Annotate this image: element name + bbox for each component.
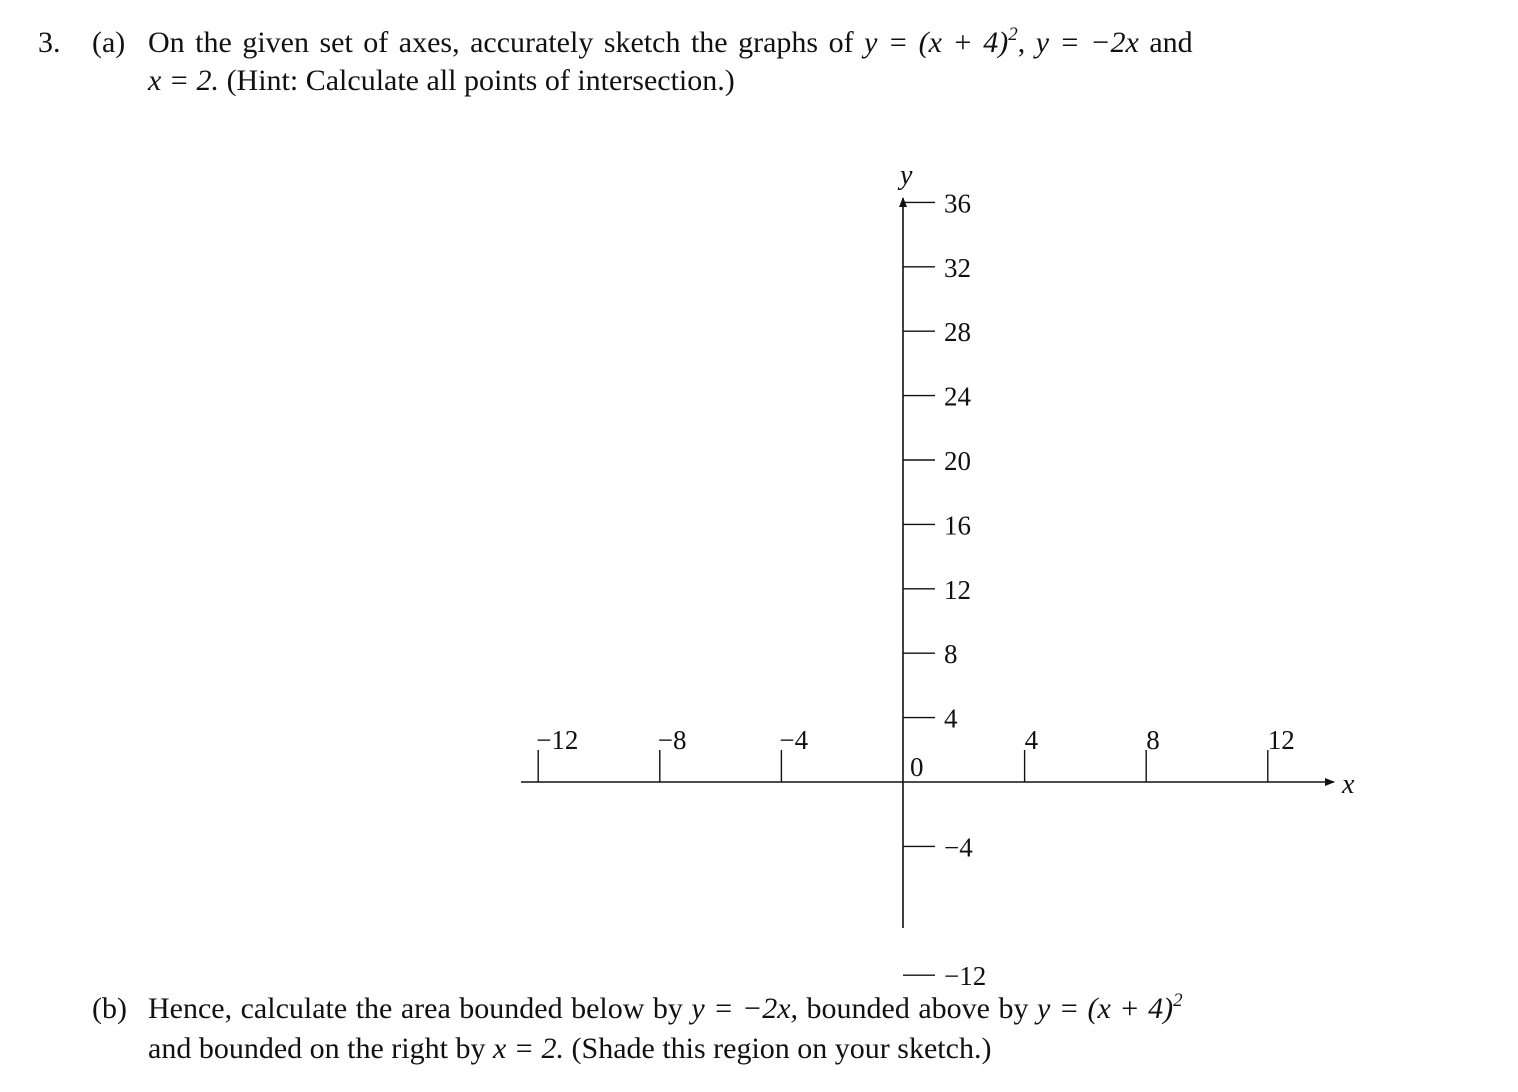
y-tick-label: 28	[944, 317, 971, 348]
origin-label: 0	[910, 752, 924, 782]
y-tick-label: −4	[944, 832, 973, 863]
part-a-separator: ,	[1017, 26, 1026, 59]
y-tick-label: 32	[944, 252, 971, 283]
x-tick-label: −8	[657, 725, 687, 755]
part-b-equation-line: y = −2x,	[691, 992, 799, 1025]
x-tick-label: 12	[1267, 725, 1295, 755]
part-a-instruction: On the given set of axes, accurately sketch the graphs of	[148, 26, 854, 59]
y-tick-label: 12	[944, 574, 971, 605]
y-tick-label: 16	[944, 510, 971, 541]
y-tick-label: 20	[944, 446, 971, 476]
part-b-shade-instruction: (Shade this region on your sketch.)	[571, 1032, 992, 1065]
y-tick-label: 36	[944, 188, 971, 219]
part-a-label: (a)	[92, 26, 126, 59]
question-number: 3.	[38, 26, 61, 59]
part-a-equation-parabola: $y = (x + 4)^2$	[864, 24, 1018, 59]
part-a-equation-line: y = −2x	[1035, 26, 1139, 59]
part-b-instruction: Hence, calculate the area bounded below by	[148, 992, 683, 1025]
part-a-hint: (Hint: Calculate all points of intersection.)	[226, 64, 735, 97]
part-b-label: (b)	[92, 992, 127, 1025]
x-tick-label: −12	[536, 725, 579, 755]
part-b-bounded-right: and bounded on the right by	[148, 1032, 486, 1065]
x-axis-label: x	[1342, 769, 1355, 800]
part-b-equation-vertical: x = 2.	[492, 1032, 565, 1065]
part-b-equation-parabola: $y = (x + 4)^2$	[1037, 990, 1183, 1025]
y-tick-label: 24	[944, 381, 971, 412]
x-tick-label: 8	[1146, 725, 1160, 755]
part-b-line1	[148, 990, 1183, 1025]
x-tick-label: −4	[779, 725, 809, 755]
part-a-and: and	[1149, 26, 1193, 59]
part-a-equation-vertical: x = 2.	[148, 64, 220, 97]
part-b-line2	[148, 1034, 991, 1064]
part-b-bounded-above: bounded above by	[806, 992, 1029, 1025]
y-axis-label: y	[900, 160, 913, 191]
y-tick-label: −12	[944, 961, 987, 992]
x-tick-label: 4	[1024, 725, 1039, 755]
y-tick-label: 8	[944, 639, 958, 670]
y-tick-label: 4	[944, 703, 958, 734]
